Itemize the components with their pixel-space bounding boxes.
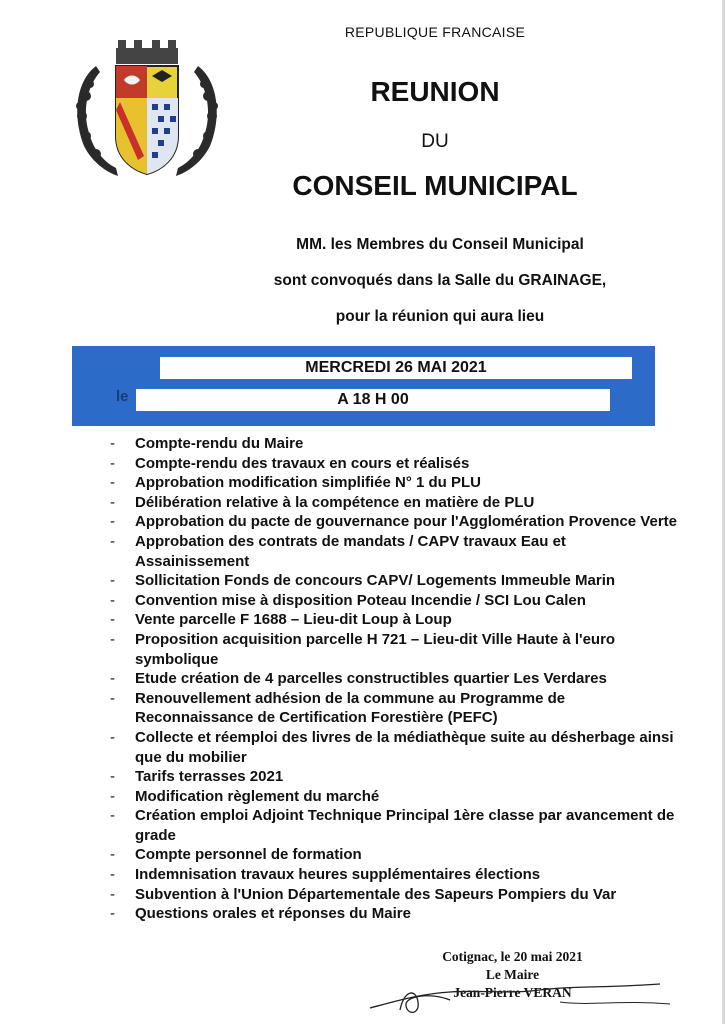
title-reunion: REUNION	[370, 76, 500, 107]
agenda-item-text: Proposition acquisition parcelle H 721 – Lieu-dit Ville Haute à l'euro symbolique	[135, 630, 616, 668]
agenda-item	[110, 591, 680, 611]
agenda-item	[110, 493, 680, 513]
agenda-item	[110, 845, 680, 865]
agenda-bullet: -	[110, 435, 115, 452]
agenda-item	[110, 806, 680, 845]
agenda-bullet: -	[110, 630, 115, 648]
agenda-item-text: Renouvellement adhésion de la commune au Programme de Reconnaissance de Certification Forestière (PEFC)	[135, 689, 566, 727]
agenda-bullet: -	[110, 493, 115, 511]
agenda-list	[110, 434, 680, 924]
agenda-bullet: -	[110, 454, 115, 472]
agenda-item	[110, 434, 680, 454]
signature-place-date: Cotignac, le 20 mai 2021	[442, 949, 583, 964]
agenda-bullet: -	[110, 787, 115, 805]
agenda-item	[110, 610, 680, 630]
agenda-item	[110, 787, 680, 807]
agenda-item-text: Création emploi Adjoint Technique Principal 1ère classe par avancement de grade	[135, 807, 675, 844]
convocation-line-3: pour la réunion qui aura lieu	[335, 308, 545, 325]
convocation-line-1: MM. les Membres du Conseil Municipal	[296, 236, 584, 253]
agenda-item	[110, 630, 680, 669]
agenda-item	[110, 689, 680, 728]
agenda-item-text: Etude création de 4 parcelles constructibles quartier Les Verdares	[135, 670, 607, 688]
agenda-bullet: -	[110, 611, 115, 629]
agenda-bullet: -	[110, 689, 115, 707]
meeting-date: MERCREDI 26 MAI 2021	[160, 357, 632, 379]
agenda-item-text: Compte-rendu des travaux en cours et réalisés	[135, 454, 470, 472]
agenda-item-text: Tarifs terrasses 2021	[135, 768, 284, 786]
agenda-bullet: -	[110, 866, 115, 884]
agenda-item	[110, 571, 680, 591]
agenda-item-text: Vente parcelle F 1688 – Lieu-dit Loup à Loup	[135, 611, 452, 629]
agenda-item-text: Approbation modification simplifiée N° 1 du PLU	[135, 474, 482, 492]
handwritten-signature	[360, 970, 680, 1020]
title-conseil-municipal: CONSEIL MUNICIPAL	[292, 170, 578, 201]
agenda-item-text: Modification règlement du marché	[135, 787, 380, 805]
signature-name: Jean-Pierre VERAN	[453, 985, 572, 1000]
meeting-banner	[72, 346, 655, 426]
signature-role: Le Maire	[485, 967, 540, 982]
agenda-item-text: Indemnisation travaux heures supplémentaires élections	[135, 866, 541, 884]
agenda-item-text: Compte personnel de formation	[135, 846, 362, 864]
agenda-bullet: -	[110, 572, 115, 590]
agenda-item	[110, 767, 680, 787]
agenda-item-text: Approbation du pacte de gouvernance pour l'Agglomération Provence Verte	[135, 513, 677, 531]
agenda-bullet: -	[110, 885, 115, 903]
agenda-bullet: -	[110, 728, 115, 746]
agenda-item-text: Compte-rendu du Maire	[135, 435, 304, 452]
agenda-bullet: -	[110, 591, 115, 609]
agenda-bullet: -	[110, 474, 115, 492]
convocation-line-2: sont convoqués dans la Salle du GRAINAGE,	[273, 272, 607, 289]
agenda-item-text: Subvention à l'Union Départementale des Sapeurs Pompiers du Var	[135, 885, 617, 903]
agenda-item	[110, 532, 680, 571]
agenda-item	[110, 473, 680, 493]
agenda-item-text: Approbation des contrats de mandats / CAPV travaux Eau et Assainissement	[135, 532, 566, 570]
agenda-item-text: Convention mise à disposition Poteau Incendie / SCI Lou Calen	[135, 591, 586, 609]
coat-of-arms-emblem	[66, 36, 228, 178]
meeting-le-label: le	[116, 388, 129, 405]
republic-header: REPUBLIQUE FRANCAISE	[344, 24, 526, 40]
agenda-item	[110, 885, 680, 905]
agenda-bullet: -	[110, 768, 115, 786]
agenda-item-text: Collecte et réemploi des livres de la médiathèque suite au désherbage ainsi que du mobilier	[135, 728, 674, 766]
agenda-item	[110, 454, 680, 474]
meeting-time: A 18 H 00	[136, 389, 610, 411]
agenda-bullet: -	[110, 905, 115, 923]
agenda-bullet: -	[110, 513, 115, 531]
agenda-item-text: Sollicitation Fonds de concours CAPV/ Logements Immeuble Marin	[135, 572, 616, 590]
agenda-bullet: -	[110, 846, 115, 864]
agenda-item	[110, 728, 680, 767]
agenda-item	[110, 865, 680, 885]
agenda-bullet: -	[110, 670, 115, 688]
agenda-item-text: Questions orales et réponses du Maire	[135, 905, 411, 923]
agenda-item	[110, 512, 680, 532]
agenda-item-text: Délibération relative à la compétence en matière de PLU	[135, 493, 535, 511]
agenda-item	[110, 904, 680, 924]
title-du: DU	[421, 131, 449, 152]
agenda-item	[110, 669, 680, 689]
agenda-bullet: -	[110, 807, 115, 825]
agenda-bullet: -	[110, 532, 115, 550]
